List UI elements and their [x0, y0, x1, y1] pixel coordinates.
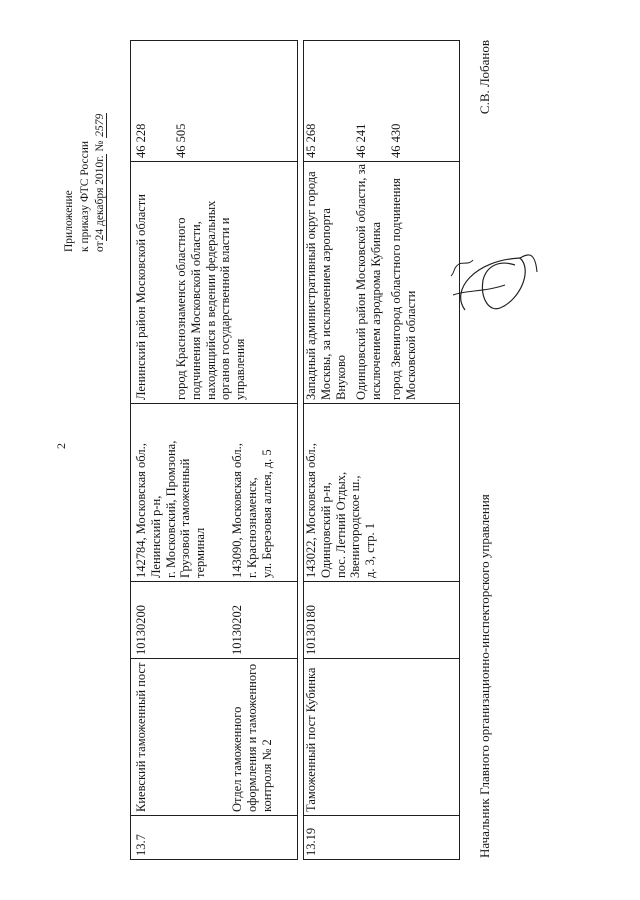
territory-line: Московской области: [403, 290, 418, 400]
post-address: [230, 443, 274, 578]
territory-description: [134, 194, 149, 400]
page-number: 2: [54, 443, 68, 449]
okato-code: 46 228: [134, 123, 148, 158]
item-number: 13.19: [304, 827, 318, 856]
okato-code-cell: [304, 39, 459, 162]
signatory-name: С.В. Лобанов: [477, 40, 492, 115]
address-line: Звенигородское ш.,: [348, 475, 363, 578]
okato-code: 46 430: [389, 123, 403, 158]
territory-description: [389, 178, 419, 400]
customs-post-cell: [131, 659, 297, 816]
address-line: пос. Летний Отдых,: [333, 471, 348, 578]
address-line: 142784, Московская обл.,: [134, 443, 148, 578]
customs-post-name: [134, 663, 149, 812]
address-line: Грузовой таможенный: [178, 458, 193, 578]
post-code: 10130180: [304, 605, 318, 655]
appendix-table-section: [303, 40, 460, 860]
territory-line: Одинцовский район Московской области, за: [354, 163, 368, 400]
appendix-header: [62, 113, 109, 252]
territory-description: [354, 164, 384, 400]
handwritten-signature: [445, 245, 540, 320]
item-number: 13.7: [134, 834, 148, 856]
customs-post-name-line: Таможенный пост Кубинка: [304, 667, 318, 812]
appendix-title: Приложение: [63, 190, 75, 252]
customs-post-cell: [304, 659, 459, 816]
order-date-number: [93, 113, 109, 252]
post-code: 10130202: [230, 605, 244, 655]
okato-code-cell: [131, 39, 297, 162]
okato-code: 46 505: [174, 123, 188, 158]
appendix-table-section: [130, 40, 298, 860]
address-line: Ленинский р-н,: [148, 495, 163, 578]
territory-line: исключением аэродрома Кубинка: [368, 221, 383, 400]
order-date: 24 декабря 2010г.: [94, 155, 106, 241]
date-prefix: от: [94, 241, 106, 252]
signatory-position: Начальник Главного организационно-инспекторского управления: [477, 494, 492, 858]
territory-cell: [304, 162, 459, 404]
post-address: [304, 443, 378, 578]
address-line: д. 3, стр. 1: [363, 522, 378, 578]
customs-post-name-line: контроля № 2: [259, 739, 274, 812]
territory-line: Ленинский район Московской области: [134, 194, 148, 400]
customs-post-name: [230, 664, 274, 812]
territory-line: органов государственной власти и: [218, 217, 233, 400]
territory-cell: [131, 162, 297, 404]
address-line: г. Московский, Промзона,: [163, 440, 178, 578]
territory-description: [304, 171, 348, 400]
territory-line: управления: [233, 338, 248, 400]
post-address: [134, 441, 208, 578]
customs-post-name: [304, 668, 319, 812]
post-code-cell: [304, 582, 459, 659]
territory-line: Москвы, за исключением аэропорта: [318, 208, 333, 400]
territory-line: подчинения Московской области,: [188, 221, 203, 400]
territory-line: находящийся в ведении федеральных: [203, 200, 218, 400]
address-cell: [304, 404, 459, 582]
item-number-cell: [131, 816, 297, 859]
address-line: 143022, Московская обл.,: [304, 443, 318, 578]
okato-code: 45 268: [304, 123, 318, 158]
territory-line: город Звенигород областного подчинения: [389, 178, 403, 400]
address-line: Одинцовский р-н,: [318, 482, 333, 578]
item-number-cell: [304, 816, 459, 859]
okato-code: 46 241: [354, 123, 368, 158]
customs-post-name-line: оформления и таможенного: [244, 663, 259, 812]
address-line: 143090, Московская обл.,: [230, 443, 244, 578]
order-number: 2579: [94, 113, 106, 137]
territory-line: Западный административный округ города: [304, 171, 318, 400]
customs-post-name-line: Отдел таможенного: [230, 706, 244, 812]
customs-post-name-line: Киевский таможенный пост: [134, 662, 148, 812]
address-cell: [131, 404, 297, 582]
address-line: г. Краснознаменск,: [244, 477, 259, 578]
order-reference: к приказу ФТС России: [78, 141, 91, 252]
address-line: терминал: [193, 527, 208, 578]
territory-line: город Краснознаменск областного: [174, 217, 188, 400]
territory-description: [174, 201, 248, 400]
number-prefix: №: [94, 140, 106, 152]
address-line: ул. Березовая аллея, д. 5: [259, 449, 274, 578]
post-code-cell: [131, 582, 297, 659]
post-code: 10130200: [134, 605, 148, 655]
territory-line: Внуково: [333, 354, 348, 400]
